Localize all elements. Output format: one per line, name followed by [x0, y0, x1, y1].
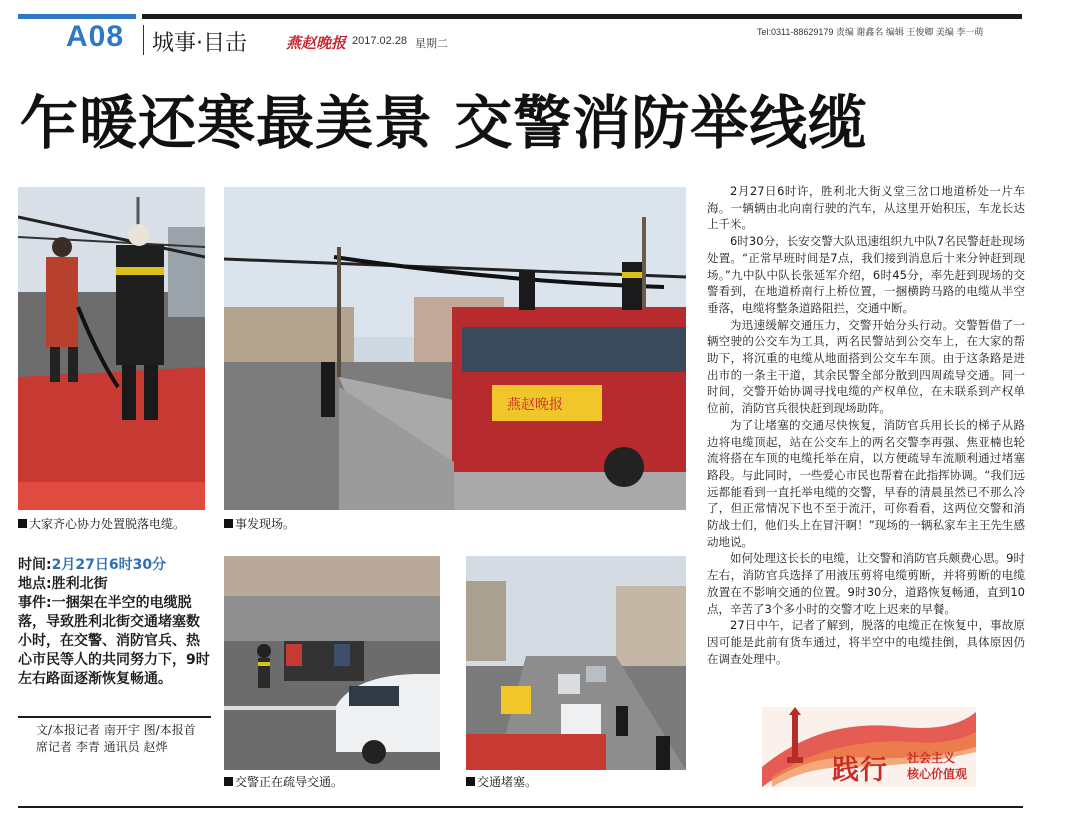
article-paragraph: 为迅速缓解交通压力，交警开始分头行动。交警暂借了一辆空驶的公交车为工具，两名民警站到公交车上，在大家的帮助下，将沉重的电缆从地面搭到公交车车顶。由于这条路是进出市的一条主干道，其余民警全部分散到四周疏导交通。同一时间，交警开始协调寻找电缆的产权单位，在未联系到产权单位前，消防官兵很快赶到现场助阵。: [707, 317, 1025, 416]
photo-caption-1: 大家齐心协力处置脱落电缆。: [18, 515, 185, 532]
issue-date: 2017.02.28: [352, 35, 408, 47]
headline: 乍暖还寒最美景 交警消防举线缆: [20, 89, 868, 157]
header-divider: [143, 25, 144, 55]
photo-traffic-jam: [466, 556, 686, 770]
article-paragraph: 为了让堵塞的交通尽快恢复，消防官兵用长长的梯子从路边将电缆顶起，站在公交车上的两名交警李再强、焦亚楠也轮流将搭在车顶的电缆托举在肩，以方便疏导车流顺利通过堵塞路段。与此同时，一些爱心市民也帮着在此指挥协调。“我们远远都能看到一直托举电缆的交警，早春的清晨虽然已不那么冷了，但正常情况下也不至于流汗，可你看看，这两位交警和消防战士们，他们头上在冒汗啊！”现场的一辆私家车主王先生感动地说。: [707, 417, 1025, 549]
article-body: [707, 183, 1025, 667]
photo-caption-2: 事发现场。: [224, 515, 295, 532]
section-title: 城事·目击: [152, 31, 247, 56]
article-paragraph: 6时30分，长安交警大队迅速组织九中队7名民警赶赴现场处置。“正常早班时间是7点，我们接到消息后十来分钟赶到现场。”九中队中队长张延军介绍，6时45分，率先赶到现场的交警看到，在地道桥南行上桥位置，一捆横跨马路的电缆从半空垂落，电缆将整条道路阻拦，交通中断。: [707, 234, 1025, 315]
info-rule: [18, 716, 211, 718]
footer-rule: [18, 806, 1023, 808]
event-time: 2月27日6时30分: [51, 557, 167, 573]
event-summary: 时间:2月27日6时30分 地点:胜利北街 事件:一捆架在半空的电缆脱落，导致胜利北街交通堵塞数小时，在交警、消防官兵、热心市民等人的共同努力下，9时左右路面逐渐恢复畅通。: [18, 557, 210, 687]
event-text: 一捆架在半空的电缆脱落，导致胜利北街交通堵塞数小时，在交警、消防官兵、热心市民等人的共同努力下，9时左右路面逐渐恢复畅通。: [18, 595, 210, 687]
photo-directing-traffic: [224, 556, 440, 770]
photo-cable-handling: [18, 187, 205, 510]
newspaper-logo: 燕赵晚报: [286, 34, 347, 52]
byline: 文/本报记者 南开宇 图/本报首席记者 李青 通讯员 赵烨: [36, 723, 196, 754]
article-paragraph: 2月27日6时许，胜利北大街义堂三岔口地道桥处一片车海。一辆辆由北向南行驶的汽车，从这里开始积压，车龙长达上千米。: [707, 184, 1025, 232]
article-paragraph: 27日中午，记者了解到，脱落的电缆正在恢复中，事故原因可能是此前有货车通过，将半空中的电缆挂倒，具体原因仍在调查处理中。: [707, 618, 1025, 666]
editor-contact: Tel:0311-88629179 责编 谢鑫名 编辑 王俊卿 美编 李一萌: [757, 27, 984, 37]
photo-caption-3: 交警正在疏导交通。: [224, 773, 343, 790]
header-accent-bar: [18, 14, 136, 19]
photo-scene-bus: [224, 187, 686, 510]
page-number: A08: [66, 20, 125, 53]
photo-caption-4: 交通堵塞。: [466, 773, 537, 790]
bus-banner-text: 燕赵晚报: [507, 397, 563, 413]
event-place: 胜利北街: [51, 576, 108, 592]
slogan-sub-text-2: 核心价值观: [907, 767, 968, 781]
slogan-sub-text-1: 社会主义: [907, 751, 956, 765]
article-paragraph: 如何处理这长长的电缆，让交警和消防官兵颇费心思。9时左右，消防官兵选择了用液压剪将电缆剪断，并将剪断的电缆放置在不影响交通的位置。9时30分，道路恢复畅通，直到10点，辛苦了3个多小时的交警才吃上迟来的早餐。: [707, 551, 1025, 616]
issue-weekday: 星期二: [415, 37, 448, 50]
header-rule: [142, 14, 1022, 19]
slogan-main-text: 践行: [832, 755, 888, 786]
